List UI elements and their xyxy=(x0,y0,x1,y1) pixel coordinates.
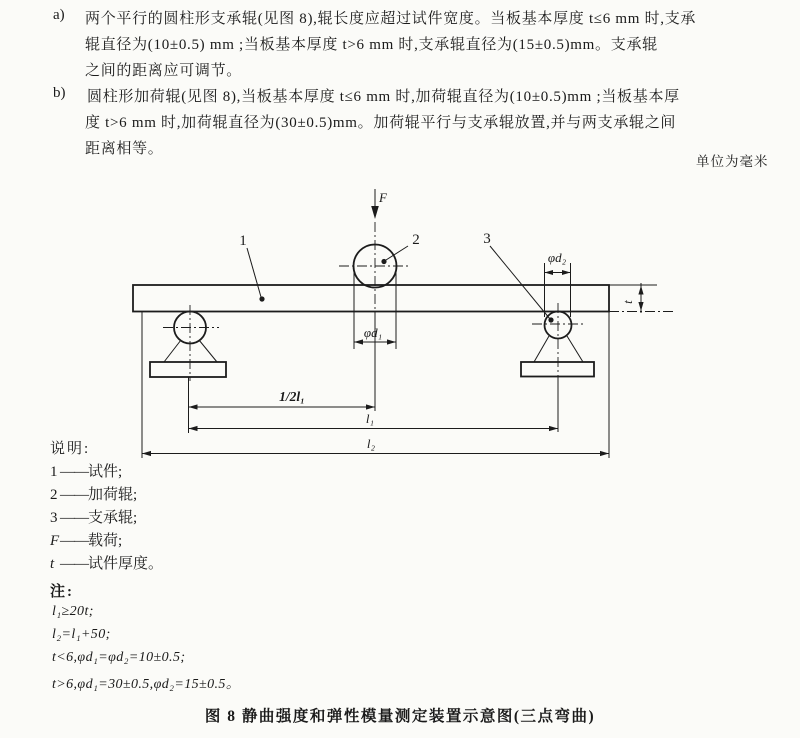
dim-arrow xyxy=(354,339,363,344)
legend-item xyxy=(50,529,122,550)
dim-l1-label: l₁ xyxy=(365,411,375,426)
support-right-base xyxy=(521,362,594,377)
support-right-leg xyxy=(567,336,583,362)
dim-arrow xyxy=(562,270,571,275)
dim-d1-label: φd₁ xyxy=(363,325,383,340)
legend-dash: —— xyxy=(60,510,88,526)
force-label: F xyxy=(379,190,387,205)
dim-arrow xyxy=(545,270,554,275)
callout-specimen: 1 xyxy=(239,233,247,249)
item-b-line: 圆柱形加荷辊(见图 8),当板基本厚度 t≤6 mm 时,加荷辊直径为(10±0.5)mm ;当板基本厚 xyxy=(87,89,680,105)
note-item: l₁≥20t; xyxy=(52,604,94,619)
legend-dash: —— xyxy=(60,464,88,480)
dim-arrow xyxy=(189,404,198,409)
callout-support-roller: 3 xyxy=(483,231,491,247)
figure-caption: 图 8 静曲强度和弹性模量测定装置示意图(三点弯曲) xyxy=(204,708,596,725)
legend-dash: —— xyxy=(60,487,88,503)
legend-key: 3 xyxy=(50,510,58,526)
notes-title: 注: xyxy=(50,584,74,600)
note-item: t>6,φd₁=30±0.5,φd₂=15±0.5。 xyxy=(52,677,241,692)
item-b-label: b) xyxy=(53,85,66,101)
legend-dash: —— xyxy=(60,533,88,549)
legend-desc: 载荷; xyxy=(88,533,123,549)
dim-t-label: t xyxy=(620,300,635,304)
specimen-beam xyxy=(133,285,609,312)
legend-item xyxy=(50,460,122,481)
legend-item xyxy=(50,506,137,527)
legend-desc: 试件厚度。 xyxy=(88,556,164,572)
legend-dash: —— xyxy=(60,556,88,572)
support-left-base xyxy=(150,362,226,377)
dim-l2-label: l₂ xyxy=(366,436,376,451)
force-arrowhead xyxy=(371,206,379,219)
unit-note: 单位为毫米 xyxy=(696,154,769,169)
item-a-line: 两个平行的圆柱形支承辊(见图 8),辊长度应超过试件宽度。当板基本厚度 t≤6 mm 时,支承 xyxy=(85,11,697,27)
leader-dot xyxy=(381,259,386,264)
note-item: l₂=l₁+50; xyxy=(52,627,111,642)
dim-d2-label: φd₂ xyxy=(547,250,567,265)
note-item: t<6,φd₁=φd₂=10±0.5; xyxy=(52,650,186,665)
legend-key: F xyxy=(50,533,60,549)
leader-line xyxy=(386,246,408,260)
dim-arrow xyxy=(600,451,609,456)
item-b-line: 距离相等。 xyxy=(85,141,164,157)
dim-arrow xyxy=(638,286,643,295)
dim-arrow xyxy=(142,451,151,456)
dim-arrow xyxy=(366,404,375,409)
legend-key: t xyxy=(50,556,55,572)
leader-dot xyxy=(259,296,264,301)
legend-item xyxy=(50,483,137,504)
legend-key: 2 xyxy=(50,487,58,503)
figure-diagram xyxy=(0,180,800,470)
item-a-label: a) xyxy=(53,7,65,23)
support-left-leg xyxy=(164,340,181,362)
legend-desc: 加荷辊; xyxy=(88,487,138,503)
item-a-line: 辊直径为(10±0.5) mm ;当板基本厚度 t>6 mm 时,支承辊直径为(15±0.5)mm。支承辊 xyxy=(85,37,658,53)
legend-desc: 支承辊; xyxy=(88,510,138,526)
item-a-line: 之间的距离应可调节。 xyxy=(85,63,243,79)
item-b-line: 度 t>6 mm 时,加荷辊直径为(30±0.5)mm。加荷辊平行与支承辊放置,并与两支承辊之间 xyxy=(85,115,677,131)
dim-arrow xyxy=(189,426,198,431)
callout-load-roller: 2 xyxy=(412,232,420,248)
support-left-leg xyxy=(199,340,217,362)
legend-title: 说明: xyxy=(50,441,91,457)
dim-arrow xyxy=(387,339,396,344)
dim-arrow xyxy=(638,302,643,311)
leader-dot xyxy=(548,317,553,322)
legend-key: 1 xyxy=(50,464,58,480)
support-right-leg xyxy=(534,336,549,362)
legend-desc: 试件; xyxy=(88,464,123,480)
dim-arrow xyxy=(549,426,558,431)
dim-half-l1-label: 1/2l₁ xyxy=(279,389,305,404)
legend-item xyxy=(50,552,163,573)
